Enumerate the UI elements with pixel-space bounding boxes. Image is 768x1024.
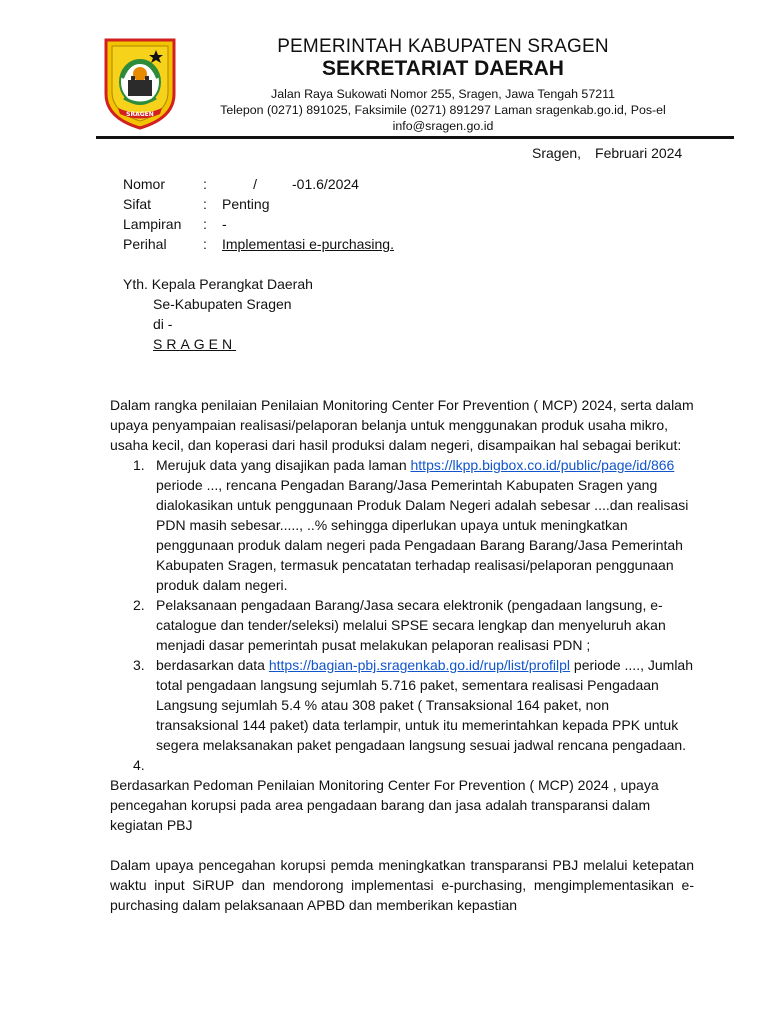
paragraph-3: Dalam upaya pencegahan korupsi pemda meningkatkan transparansi PBJ melalui ketepatan waktu input SiRUP dan mendorong implementasi e-purchasing, mengimplementasikan e-purchasing dalam pelaksanaan APBD dan memberikan kepastian <box>110 857 694 913</box>
meta-row <box>123 194 394 214</box>
meta-key: Lampiran <box>123 216 182 232</box>
list-text: berdasarkan data <box>156 657 269 673</box>
meta-key: Nomor <box>123 176 166 192</box>
list-item <box>110 655 694 755</box>
addressee-line: Yth. Kepala Perangkat Daerah <box>123 276 313 292</box>
list-text: periode ..., rencana Pengadan Barang/Jasa Pemerintah Kabupaten Sragen yang dialokasikan untuk penggunaan Produk Dalam Negeri adalah sebesar ....dan realisasi PDN masih sebesar....., ..% sehingga diperlukan upaya untuk meningkatkan penggunaan produk dalam negeri pada Pengadaan Barang Barang/Jasa Pemerintah Kabupaten Sragen, termasuk pencatatan terhadap realisasi/pelaporan penggunaan produk dalam negeri. <box>156 477 689 593</box>
meta-colon: : <box>203 216 207 232</box>
meta-value: - <box>222 216 227 232</box>
addressee-line: di - <box>153 316 173 332</box>
addressee-line: Se-Kabupaten Sragen <box>153 296 292 312</box>
meta-subject: Implementasi e-purchasing. <box>222 236 394 252</box>
meta-colon: : <box>203 236 207 252</box>
logo-text: SRAGEN <box>126 111 154 118</box>
meta-row <box>123 234 394 254</box>
paragraph-2: Berdasarkan Pedoman Penilaian Monitoring Center For Prevention ( MCP) 2024 , upaya pencegahan korupsi pada area pengadaan barang dan jasa adalah transparansi dalam kegiatan PBJ <box>110 777 659 833</box>
letterhead-divider <box>96 136 734 139</box>
pbj-profile-link[interactable]: https://bagian-pbj.sragenkab.go.id/rup/list/profilpl <box>268 657 571 673</box>
addressee-block <box>123 274 313 354</box>
addressee-city: SRAGEN <box>153 336 237 352</box>
meta-value: Penting <box>222 196 270 212</box>
letterhead-address-block <box>190 86 696 134</box>
sragen-coat-of-arms-logo <box>104 38 176 130</box>
list-item <box>110 455 694 595</box>
letterhead-address: Jalan Raya Sukowati Nomor 255, Sragen, Jawa Tengah 57211 <box>271 87 615 101</box>
list-text: Merujuk data yang disajikan pada laman <box>156 457 411 473</box>
letter-meta <box>123 174 394 254</box>
meta-key: Perihal <box>123 236 167 252</box>
date-month-year: Februari 2024 <box>595 145 683 161</box>
list-text: periode ...., Jumlah total pengadaan langsung sejumlah 5.716 paket, sementara realisasi Pengadaan Langsung sejumlah 5.4 % atau 308 paket ( Transaksional 164 paket, non transaksional 144 paket) data terlampir, untuk itu memerintahkan kepada PPK untuk segera melaksanakan paket pengadaan langsung sesuai jadwal rencana pengadaan. <box>156 657 693 753</box>
date-city: Sragen, <box>532 145 582 161</box>
intro-paragraph: Dalam rangka penilaian Penilaian Monitoring Center For Prevention ( MCP) 2024, serta dalam upaya penyampaian realisasi/pelaporan belanja untuk menggunakan produk usaha mikro, usaha kecil, dan koperasi dari hasil produksi dalam negeri, disampaikan hal sebagai berikut: <box>110 397 694 453</box>
list-number: 3. <box>133 657 145 673</box>
letterhead-office: SEKRETARIAT DAERAH <box>322 57 564 80</box>
meta-row <box>123 214 394 234</box>
letter-date <box>532 145 682 161</box>
list-item <box>110 595 694 655</box>
letterhead-email: info@sragen.go.id <box>392 119 494 133</box>
meta-key: Sifat <box>123 196 152 212</box>
list-text: Pelaksanaan pengadaan Barang/Jasa secara elektronik (pengadaan langsung, e-catalogue dan tender/seleksi) melalui SPSE secara lengkap dan menyeluruh akan menjadi dasar pemerintah pusat melakukan pelaporan realisasi PDN ; <box>156 597 666 653</box>
meta-row <box>123 174 394 194</box>
list-number: 4. <box>133 757 145 773</box>
lkpp-link[interactable]: https://lkpp.bigbox.co.id/public/page/id/866 <box>410 457 675 473</box>
list-item <box>110 755 694 775</box>
letter-body <box>110 395 694 915</box>
numbered-list <box>110 455 694 775</box>
list-number: 1. <box>133 457 145 473</box>
list-number: 2. <box>133 597 145 613</box>
meta-colon: : <box>203 176 207 192</box>
letterhead-government: PEMERINTAH KABUPATEN SRAGEN <box>277 36 609 57</box>
meta-colon: : <box>203 196 207 212</box>
meta-value: / -01.6/2024 <box>222 176 359 192</box>
letterhead-contact: Telepon (0271) 891025, Faksimile (0271) 891297 Laman sragenkab.go.id, Pos-el <box>220 103 666 117</box>
